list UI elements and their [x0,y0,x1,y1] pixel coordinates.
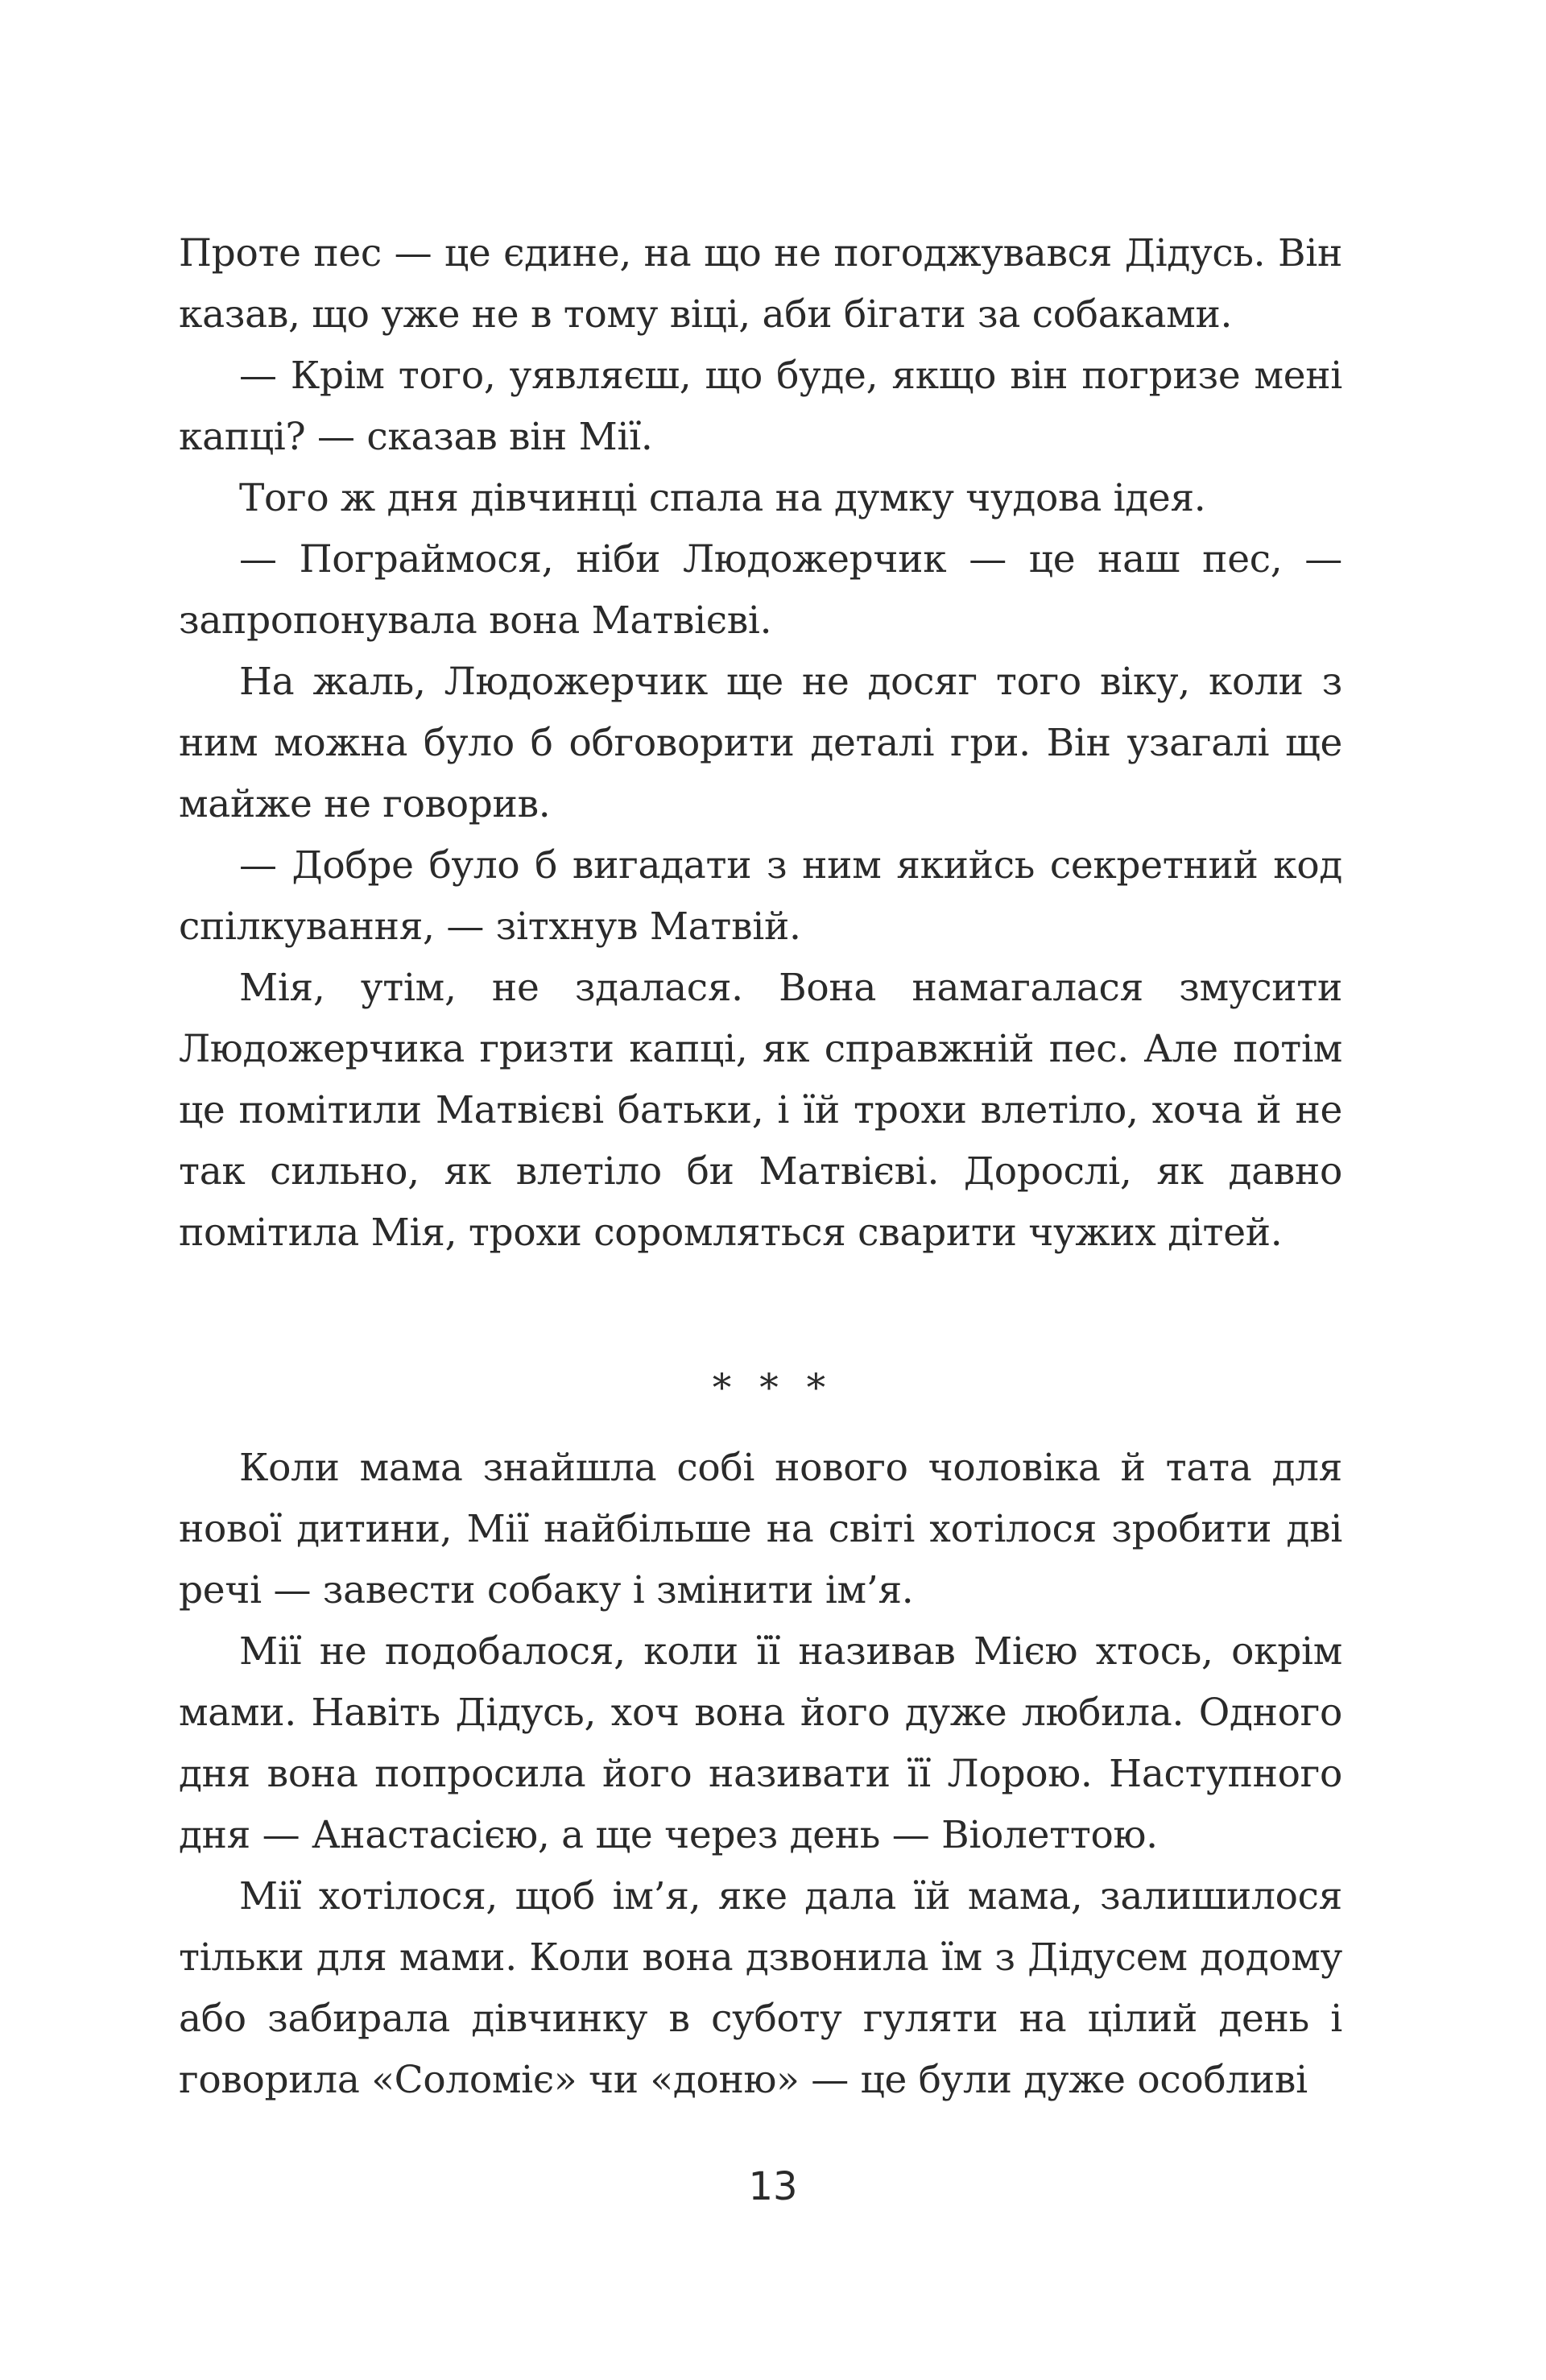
paragraph: Проте пес — це єдине, на що не погоджувався Дідусь. Він казав, що уже не в тому віці, аби бігати за собаками. [179,231,1342,337]
paragraph: — Крім того, уявляєш, що буде, якщо він погризе мені капці? — сказав він Мії. [179,354,1342,459]
page-number: 13 [748,2164,798,2209]
paragraph: Коли мама знайшла собі нового чоловіка й тата для нової дитини, Мії найбільше на світі хотілося зробити дві речі — завести собаку і змінити ім’я. [179,1446,1342,1612]
paragraph: Того ж дня дівчинці спала на думку чудова ідея. [239,476,1206,520]
paragraph: Мії хотілося, щоб ім’я, яке дала їй мама, залишилося тільки для мами. Коли вона дзвонила їм з Дідусем додому або забирала дівчинку в суботу гуляти на цілий день і говорила «Соломіє» чи «доню» — це були дуже особливі [179,1874,1342,2102]
paragraph: Мія, утім, не здалася. Вона намагалася змусити Людожерчика гризти капці, як справжній пес. Але потім це помітили Матвієві батьки, і їй трохи влетіло, хоча й не так сильно, як влетіло би Матвієві. Дорослі, як давно помітила Мія, трохи соромляться сварити чужих дітей. [179,966,1342,1255]
paragraph: Мії не подобалося, коли її називав Мією хтось, окрім мами. Навіть Дідусь, хоч вона його дуже любила. Одного дня вона попросила його називати її Лорою. Наступного дня — Анастасією, а ще через день — Віолеттою. [179,1629,1342,1857]
section-divider: * * * [712,1366,834,1410]
paragraph: На жаль, Людожерчик ще не досяг того віку, коли з ним можна було б обговорити деталі гри. Він узагалі ще майже не говорив. [179,660,1342,826]
paragraph: — Пограймося, ніби Людожерчик — це наш пес, — запропонувала вона Матвієві. [179,537,1342,643]
text-section-1 [179,223,1342,1264]
paragraph: — Добре було б вигадати з ним якийсь секретний код спілкування, — зітхнув Матвій. [179,843,1342,949]
text-section-2 [179,1438,1342,2111]
